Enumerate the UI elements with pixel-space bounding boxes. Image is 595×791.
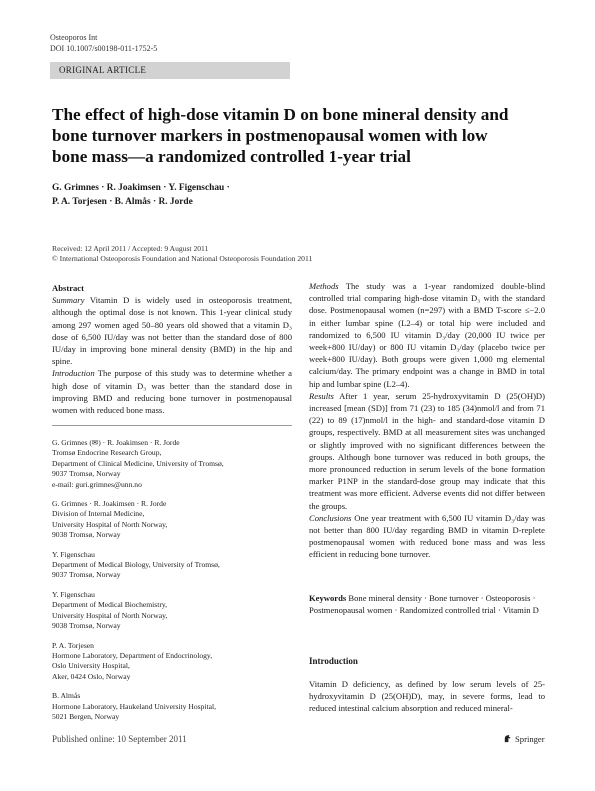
introduction-heading: Introduction [309,656,358,666]
affiliation-line: Department of Medical Biochemistry, [52,600,168,610]
affiliation-names: Y. Figenschau [52,589,95,599]
affiliation-names: Y. Figenschau [52,549,95,559]
conclusions-text: One year treatment with 6,500 IU vitamin D₃/day was not better than 800 IU/day regarding BMD in vitamin D-replete postmenopausal women with reduced bone mass and was less efficient in reducing bone turnover. [309,512,545,560]
keywords-text: Bone mineral density · Bone turnover · Osteoporosis · Postmenopausal women · Randomized controlled trial · Vitamin D [309,593,539,616]
affiliation-line: Division of Internal Medicine, [52,509,145,519]
abstract-right-column [309,280,545,561]
introduction-text: The purpose of this study was to determine whether a high dose of vitamin D₃ was better than the standard dose in improving BMD and reducing bone turnover in postmenopausal women with reduced bone mass. [52,368,292,416]
results-text: After 1 year, serum 25-hydroxyvitamin D (25(OH)D) increased [mean (SD)] from 71 (23) to 185 (34)nmol/l and from 71 (22) to 89 (17)nmol/l in the high- and standard-dose vitamin D groups, respectively. BMD at all measurement sites was unchanged or slightly improved with no significant differences between the groups. Although bone turnover was reduced in both groups, the more pronounced reduction in serum levels of the bone formation marker P1NP in the standard-dose group may indicate that this treatment was more efficient. Adverse events did not differ between the groups. [309,390,545,511]
summary-label: Summary [52,295,85,306]
affiliation-line: Department of Clinical Medicine, University of Tromsø, [52,458,224,468]
affiliation-email[interactable]: e-mail: guri.grimnes@unn.no [52,479,142,489]
affiliation-5 [52,641,292,683]
affiliation-line: Aker, 0424 Oslo, Norway [52,671,131,681]
conclusions-label: Conclusions [309,512,352,523]
paper-title: The effect of high-dose vitamin D on bone mineral density and bone turnover markers in postmenopausal women with low bone mass—a randomized controlled 1-year trial [52,105,509,166]
received-accepted: Received: 12 April 2011 / Accepted: 9 August 2011 [52,244,209,253]
article-type-label: ORIGINAL ARTICLE [59,65,147,75]
affiliation-line: 9037 Tromsø, Norway [52,570,121,580]
affiliation-2 [52,499,292,541]
affiliation-3 [52,550,292,581]
results-label: Results [309,390,334,401]
abstract-left-column [52,282,292,416]
abstract-introduction [52,367,292,416]
abstract-heading: Abstract [52,283,84,293]
keywords-block [309,592,545,616]
springer-horse-icon [503,734,512,743]
journal-name: Osteoporos Int [50,33,98,42]
abstract-methods [309,280,545,390]
affiliation-line: University Hospital of North Norway, [52,610,168,620]
affiliation-1 [52,438,292,490]
affiliation-names: G. Grimnes · R. Joakimsen · R. Jorde [52,499,167,509]
methods-label: Methods [309,281,339,291]
abstract-summary [52,294,292,367]
affiliation-line: University Hospital of North Norway, [52,519,168,529]
published-online: Published online: 10 September 2011 [52,734,187,744]
affiliation-names: B. Almås [52,691,81,701]
affiliation-line: Department of Medical Biology, University of Tromsø, [52,560,220,570]
summary-text: Vitamin D is widely used in osteoporosis treatment, although the optimal dose is not known. This 1-year clinical study among 297 women aged 50–80 years old showed that a vitamin D₃ dose of 6,500 IU/day was not better than the standard dose of 800 IU/day in improving bone mineral density (BMD) in the hip and spine. [52,295,292,367]
dates-block [52,244,532,264]
affiliation-line: Hormone Laboratory, Department of Endocrinology, [52,650,213,660]
publisher-name: Springer [515,734,545,744]
doi: DOI 10.1007/s00198-011-1752-5 [50,44,158,53]
affiliation-names: P. A. Torjesen [52,640,94,650]
introduction-paragraph: Vitamin D deficiency, as defined by low serum levels of 25-hydroxyvitamin D (25(OH)D), may, in severe forms, lead to reduced intestinal calcium absorption and reduced mineral- [309,679,545,714]
affiliation-line: Oslo University Hospital, [52,661,130,671]
affiliation-line: Tromsø Endocrine Research Group, [52,448,162,458]
affiliations [52,438,292,731]
journal-header [50,32,157,54]
affiliation-divider [52,425,292,426]
affiliation-line: 9038 Tromsø, Norway [52,530,121,540]
affiliation-line: Hormone Laboratory, Haukeland University Hospital, [52,701,216,711]
author-list [52,181,452,209]
keywords-label: Keywords [309,593,347,603]
authors-line-1: G. Grimnes · R. Joakimsen · Y. Figenschau · [52,183,230,193]
abstract-conclusions [309,512,545,561]
affiliation-line: 9037 Tromsø, Norway [52,469,121,479]
methods-text: The study was a 1-year randomized double-blind controlled trial comparing high-dose vitamin D₃ with the standard dose. Postmenopausal women (n=297) with a BMD T-score ≤−2.0 in either lumbar spine (L2–4) or total hip were included and randomized to 6,500 IU vitamin D₃/day (20,000 IU twice per week+800 IU/day) or 800 IU vitamin D₃/day (placebo twice per week+800 IU/day). Both groups were given 1,000 mg elemental calcium/day. The primary endpoint was a change in BMD in total hip and lumbar spine (L2–4). [309,281,545,389]
introduction-label: Introduction [52,368,95,379]
abstract-results [309,390,545,512]
article-type-banner [50,62,290,79]
affiliation-line: 5021 Bergen, Norway [52,711,120,721]
affiliation-4 [52,590,292,632]
affiliation-6 [52,691,292,722]
authors-line-2: P. A. Torjesen · B. Almås · R. Jorde [52,197,193,207]
affiliation-names: G. Grimnes (✉) · R. Joakimsen · R. Jorde [52,438,180,447]
publisher-logo [503,734,545,744]
affiliation-line: 9038 Tromsø, Norway [52,621,121,631]
copyright: © International Osteoporosis Foundation and National Osteoporosis Foundation 2011 [52,254,313,263]
